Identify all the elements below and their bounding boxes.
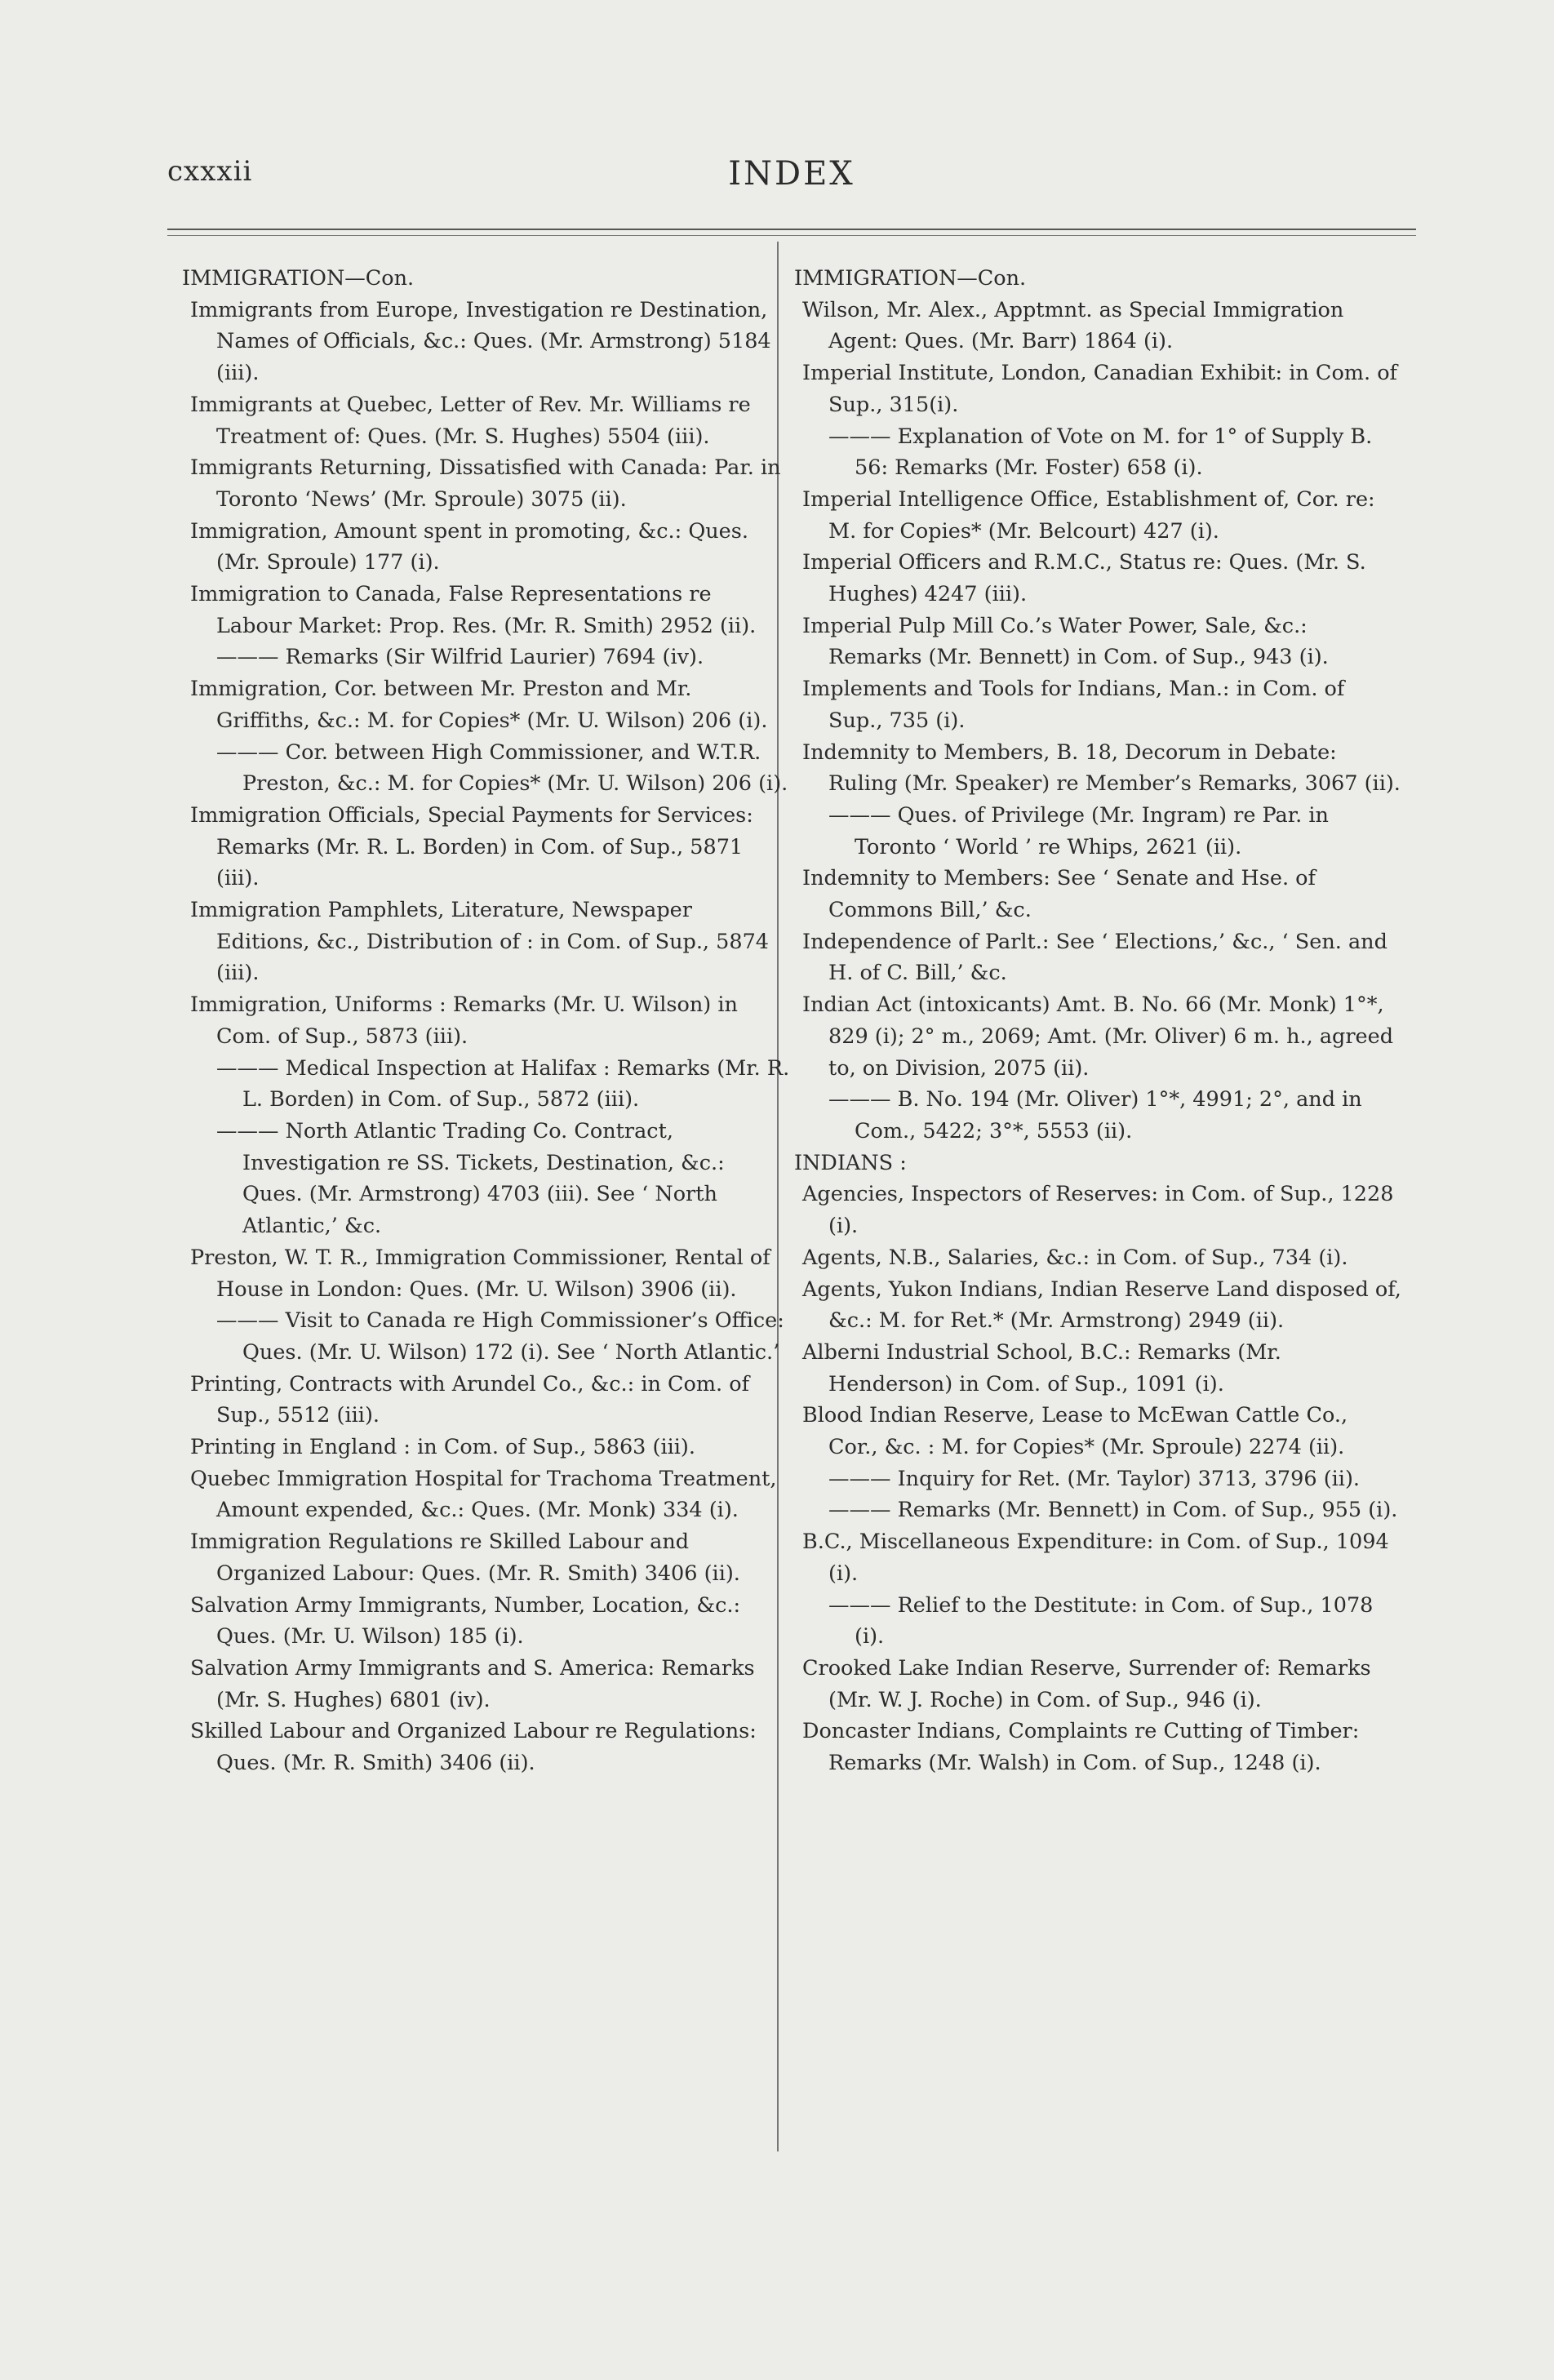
page-header	[167, 155, 1416, 204]
index-entry: Agents, N.B., Salaries, &c.: in Com. of Sup., 734 (i).	[802, 1245, 1348, 1270]
index-entry: Alberni Industrial School, B.C.: Remarks (Mr. Henderson) in Com. of Sup., 1091 (i).	[802, 1339, 1281, 1396]
section-heading-indians: INDIANS :	[794, 1150, 907, 1175]
index-entry: Printing in England : in Com. of Sup., 5863 (iii).	[190, 1435, 695, 1460]
index-entry: Immigration Pamphlets, Literature, Newspaper Editions, &c., Distribution of : in Com. of Sup., 5874 (iii).	[190, 898, 770, 986]
entry-list	[182, 295, 790, 1779]
index-entry: ——— Relief to the Destitute: in Com. of Sup., 1078 (i).	[828, 1592, 1374, 1650]
index-entry: Immigration Regulations re Skilled Labour and Organized Labour: Ques. (Mr. R. Smith) 3406 (ii).	[190, 1530, 740, 1586]
index-entry: Implements and Tools for Indians, Man.: in Com. of Sup., 735 (i).	[802, 677, 1345, 733]
index-entry: ——— Medical Inspection at Halifax : Remarks (Mr. R. L. Borden) in Com. of Sup., 5872 (iii).	[216, 1055, 790, 1112]
index-entry: Imperial Institute, London, Canadian Exhibit: in Com. of Sup., 315(i).	[802, 361, 1397, 417]
index-entry: Immigrants Returning, Dissatisfied with Canada: Par. in Toronto ‘News’ (Mr. Sproule) 3075 (ii).	[190, 455, 781, 512]
index-entry: Imperial Officers and R.M.C., Status re: Ques. (Mr. S. Hughes) 4247 (iii).	[802, 550, 1366, 607]
index-entry: Immigration, Uniforms : Remarks (Mr. U. Wilson) in Com. of Sup., 5873 (iii).	[190, 992, 738, 1049]
left-column	[182, 263, 790, 1779]
section-heading: IMMIGRATION—Con.	[794, 266, 1027, 291]
index-entry: Skilled Labour and Organized Labour re Regulations: Ques. (Mr. R. Smith) 3406 (ii).	[190, 1719, 757, 1776]
index-entry: ——— Remarks (Mr. Bennett) in Com. of Sup., 955 (i).	[828, 1498, 1398, 1523]
index-entry: Immigration, Cor. between Mr. Preston and Mr. Griffiths, &c.: M. for Copies* (Mr. U. Wilson) 206 (i).	[190, 677, 768, 733]
section-heading: IMMIGRATION—Con.	[182, 266, 415, 291]
index-entry: Indian Act (intoxicants) Amt. B. No. 66 (Mr. Monk) 1°*, 829 (i); 2° m., 2069; Amt. (Mr. Oliver) 6 m. h., agreed to, on Division, 2075 (ii).	[802, 992, 1394, 1081]
index-entry: ——— Cor. between High Commissioner, and W.T.R. Preston, &c.: M. for Copies* (Mr. U. Wilson) 206 (i).	[216, 739, 788, 797]
entry-list	[794, 1179, 1402, 1778]
index-entry: Salvation Army Immigrants and S. America: Remarks (Mr. S. Hughes) 6801 (iv).	[190, 1655, 755, 1712]
right-column	[794, 263, 1402, 1779]
page-number: cxxxii	[167, 155, 253, 188]
header-rule-thin	[167, 235, 1416, 236]
index-entry: Preston, W. T. R., Immigration Commissioner, Rental of House in London: Ques. (Mr. U. Wilson) 3906 (ii).	[190, 1245, 770, 1302]
index-entry: Immigrants at Quebec, Letter of Rev. Mr. Williams re Treatment of: Ques. (Mr. S. Hughes) 5504 (iii).	[190, 392, 751, 449]
index-entry: Immigration to Canada, False Representations re Labour Market: Prop. Res. (Mr. R. Smith) 2952 (ii).	[190, 582, 757, 638]
index-entry: Quebec Immigration Hospital for Trachoma Treatment, Amount expended, &c.: Ques. (Mr. Monk) 334 (i).	[190, 1466, 777, 1523]
index-entry: Imperial Intelligence Office, Establishment of, Cor. re: M. for Copies* (Mr. Belcourt) 427 (i).	[802, 486, 1375, 544]
index-entry: Imperial Pulp Mill Co.’s Water Power, Sale, &c.: Remarks (Mr. Bennett) in Com. of Sup., 943 (i).	[802, 613, 1329, 670]
index-entry: Wilson, Mr. Alex., Apptmnt. as Special Immigration Agent: Ques. (Mr. Barr) 1864 (i).	[802, 297, 1344, 354]
index-entry: Independence of Parlt.: See ‘ Elections,’ &c., ‘ Sen. and H. of C. Bill,’ &c.	[802, 929, 1388, 986]
index-entry: Salvation Army Immigrants, Number, Location, &c.: Ques. (Mr. U. Wilson) 185 (i).	[190, 1592, 741, 1650]
entry-list	[794, 295, 1402, 1148]
index-entry: Agencies, Inspectors of Reserves: in Com. of Sup., 1228 (i).	[802, 1182, 1394, 1239]
index-entry: ——— Visit to Canada re High Commissioner’s Office: Ques. (Mr. U. Wilson) 172 (i). See ‘ North Atlantic.’	[216, 1308, 784, 1365]
index-entry: ——— North Atlantic Trading Co. Contract, Investigation re SS. Tickets, Destination, &c.: Ques. (Mr. Armstrong) 4703 (iii). See ‘ North Atlantic,’ &c.	[216, 1118, 725, 1239]
index-entry: Printing, Contracts with Arundel Co., &c.: in Com. of Sup., 5512 (iii).	[190, 1371, 750, 1428]
index-entry: ——— Ques. of Privilege (Mr. Ingram) re Par. in Toronto ‘ World ’ re Whips, 2621 (ii).	[828, 802, 1329, 859]
index-entry: Indemnity to Members: See ‘ Senate and Hse. of Commons Bill,’ &c.	[802, 866, 1316, 923]
index-entry: Immigration Officials, Special Payments for Services: Remarks (Mr. R. L. Borden) in Com. of Sup., 5871 (iii).	[190, 802, 753, 891]
index-entry: Crooked Lake Indian Reserve, Surrender of: Remarks (Mr. W. J. Roche) in Com. of Sup., 946 (i).	[802, 1655, 1371, 1712]
index-entry: Agents, Yukon Indians, Indian Reserve Land disposed of, &c.: M. for Ret.* (Mr. Armstrong) 2949 (ii).	[802, 1277, 1401, 1334]
index-entry: B.C., Miscellaneous Expenditure: in Com. of Sup., 1094 (i).	[802, 1530, 1389, 1586]
index-entry: Doncaster Indians, Complaints re Cutting of Timber: Remarks (Mr. Walsh) in Com. of Sup., 1248 (i).	[802, 1719, 1360, 1776]
index-entry: ——— Explanation of Vote on M. for 1° of Supply B. 56: Remarks (Mr. Foster) 658 (i).	[828, 424, 1373, 481]
index-entry: Indemnity to Members, B. 18, Decorum in Debate: Ruling (Mr. Speaker) re Member’s Remarks, 3067 (ii).	[802, 739, 1401, 797]
index-entry: ——— Inquiry for Ret. (Mr. Taylor) 3713, 3796 (ii).	[828, 1466, 1361, 1491]
index-entry: Immigration, Amount spent in promoting, &c.: Ques. (Mr. Sproule) 177 (i).	[190, 518, 748, 575]
header-rule	[167, 229, 1416, 230]
index-entry: Blood Indian Reserve, Lease to McEwan Cattle Co., Cor., &c. : M. for Copies* (Mr. Sproule) 2274 (ii).	[802, 1403, 1348, 1460]
page-title: INDEX	[728, 155, 855, 193]
index-entry: ——— B. No. 194 (Mr. Oliver) 1°*, 4991; 2°, and in Com., 5422; 3°*, 5553 (ii).	[828, 1087, 1362, 1143]
index-entry: ——— Remarks (Sir Wilfrid Laurier) 7694 (iv).	[216, 645, 704, 670]
index-entry: Immigrants from Europe, Investigation re Destination, Names of Officials, &c.: Ques. (Mr. Armstrong) 5184 (iii).	[190, 297, 771, 386]
